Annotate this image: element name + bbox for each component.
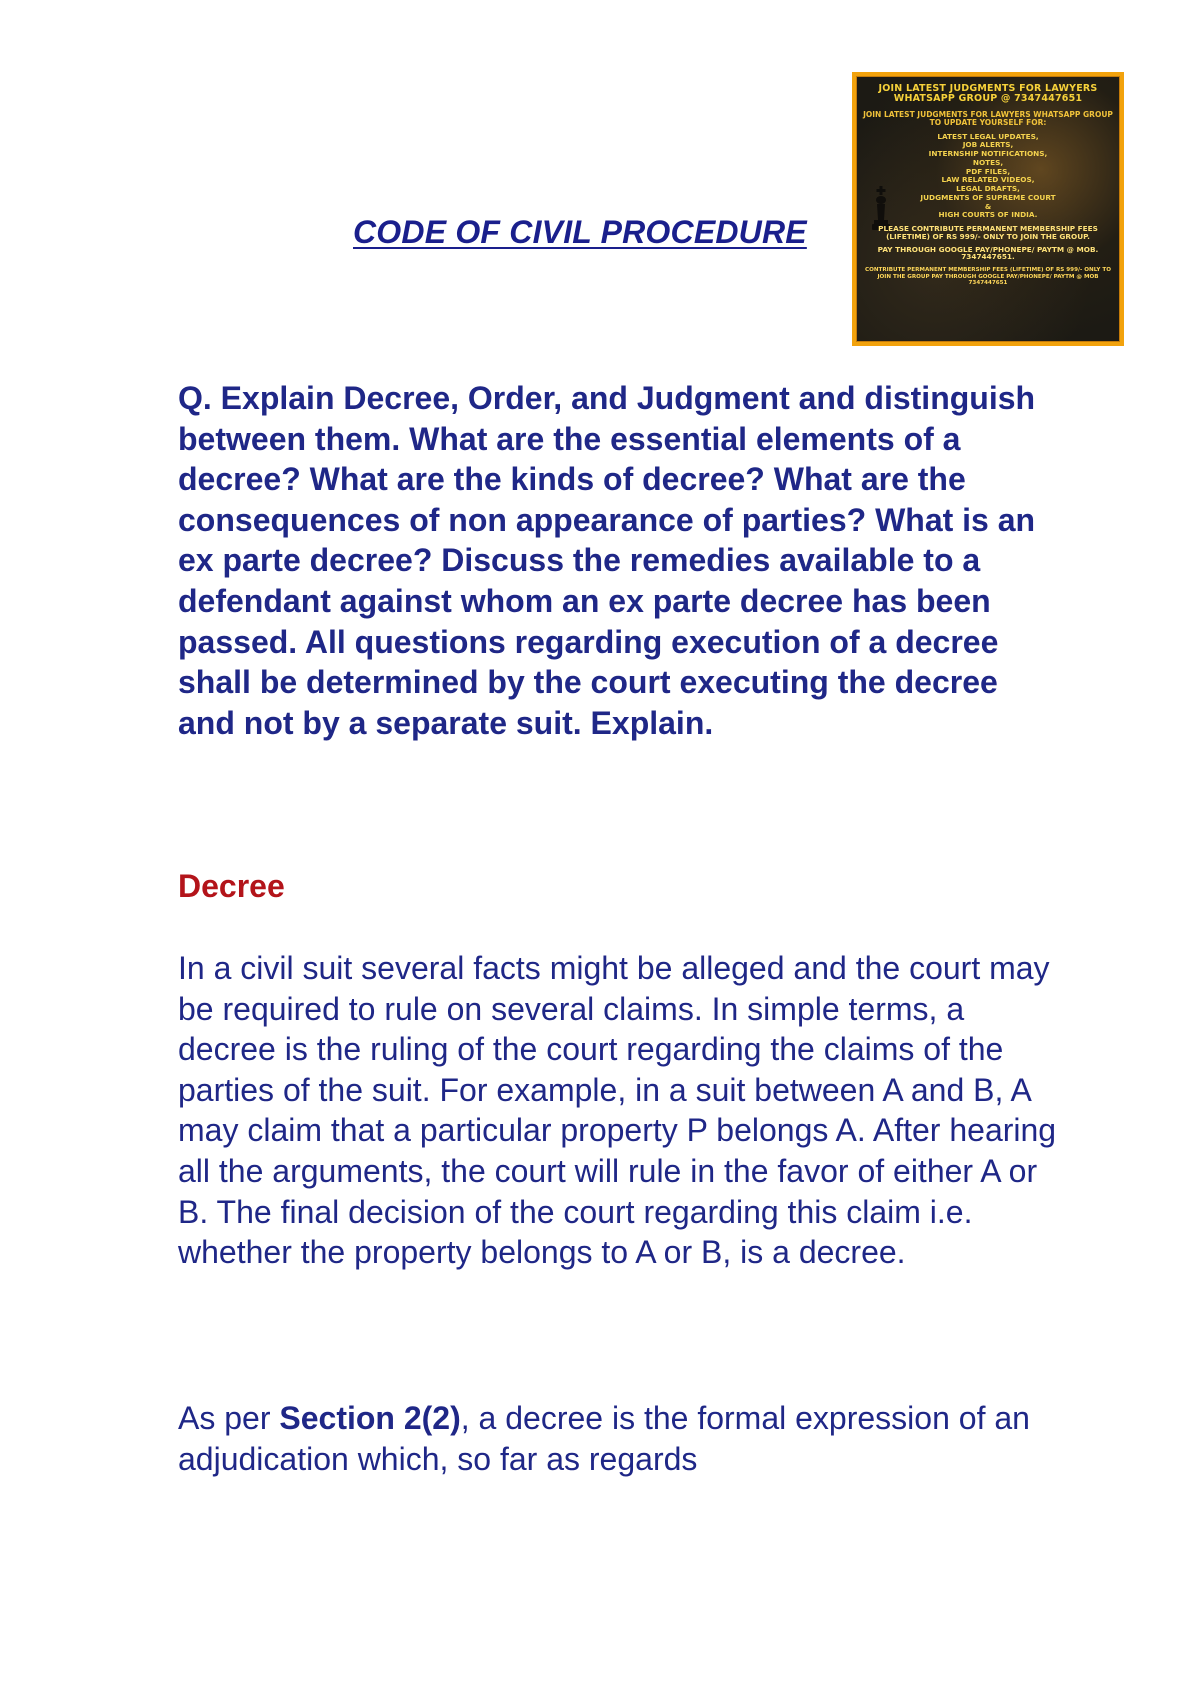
paragraph-decree-intro: In a civil suit several facts might be alleged and the court may be required to rule on several claims. In simple terms, a decree is the ruling of the court regarding the claims of the parties of the suit. For example, in a suit between A and B, A may claim that a particular property P belongs A. After hearing all the arguments, the court will rule in the favor of either A or B. The final decision of the court regarding this claim i.e. whether the property belongs to A or B, is a decree. bbox=[178, 950, 1057, 1271]
section-reference: Section 2(2) bbox=[279, 1400, 461, 1436]
ad-heading-line-2: WHATSAPP GROUP @ 7347447651 bbox=[893, 92, 1083, 104]
ad-footer: CONTRIBUTE PERMANENT MEMBERSHIP FEES (LIFETIME) OF RS 999/- ONLY TO JOIN THE GROUP PAY THROUGH GOOGLE PAY/PHONEPE/ PAYTM @ MOB 7347447651 bbox=[865, 266, 1111, 287]
ad-heading bbox=[862, 84, 1114, 104]
document-title: CODE OF CIVIL PROCEDURE bbox=[353, 214, 807, 250]
list-item: & bbox=[984, 201, 992, 211]
list-item: LEGAL DRAFTS, bbox=[956, 184, 1020, 194]
exam-question: Q. Explain Decree, Order, and Judgment and distinguish between them. What are the essential elements of a decree? What are the kinds of decree? What are the consequences of non appearance of parties? What is an ex parte decree? Discuss the remedies available to a defendant against whom an ex parte decree has been passed. All questions regarding execution of a decree shall be determined by the court executing the decree and not by a separate suit. Explain. bbox=[178, 380, 1036, 741]
list-item: LATEST LEGAL UPDATES, bbox=[937, 131, 1039, 141]
paragraph-2-prefix: As per bbox=[178, 1400, 280, 1436]
list-item: JUDGMENTS OF SUPREME COURT bbox=[920, 192, 1056, 202]
list-item: INTERNSHIP NOTIFICATIONS, bbox=[928, 149, 1048, 159]
list-item: HIGH COURTS OF INDIA. bbox=[938, 210, 1038, 220]
ad-benefits-list bbox=[862, 133, 1114, 221]
list-item: LAW RELATED VIDEOS, bbox=[941, 175, 1035, 185]
ad-contribute-note: PLEASE CONTRIBUTE PERMANENT MEMBERSHIP FEES (LIFETIME) OF RS 999/- ONLY TO JOIN THE GROUP. bbox=[878, 224, 1098, 241]
paragraph-section-definition bbox=[178, 1398, 1058, 1479]
list-item: JOB ALERTS, bbox=[962, 140, 1014, 150]
ad-subheading: JOIN LATEST JUDGMENTS FOR LAWYERS WHATSAPP GROUP TO UPDATE YOURSELF FOR: bbox=[863, 109, 1113, 127]
ad-pay-note: PAY THROUGH GOOGLE PAY/PHONEPE/ PAYTM @ MOB. 7347447651. bbox=[877, 244, 1099, 262]
ad-banner-content bbox=[862, 84, 1114, 336]
ad-heading-line-1: JOIN LATEST JUDGMENTS FOR LAWYERS bbox=[878, 83, 1098, 94]
list-item: PDF FILES, bbox=[965, 166, 1011, 176]
whatsapp-group-ad-banner[interactable] bbox=[852, 72, 1124, 346]
paragraph-2-suffix: , a decree is the formal expression of an adjudication which, so far as regards bbox=[178, 1400, 1030, 1477]
section-heading-decree: Decree bbox=[178, 868, 285, 904]
list-item: NOTES, bbox=[972, 157, 1004, 167]
